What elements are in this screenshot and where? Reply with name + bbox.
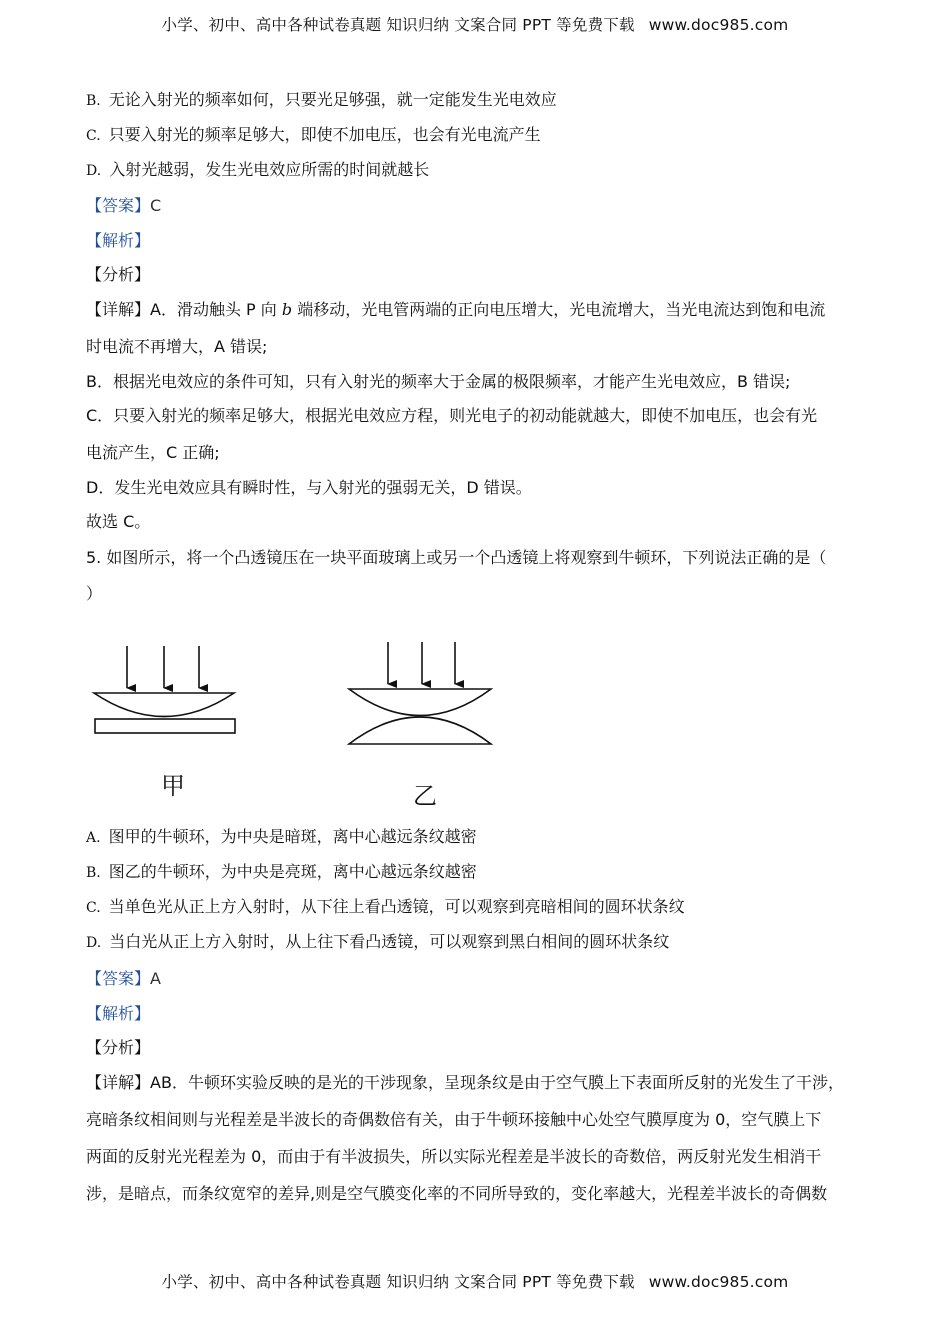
option-label: B. [86, 93, 101, 109]
q4-detail-c1: C．只要入射光的频率足够大，根据光电效应方程，则光电子的初动能就越大，即使不加电压，也会有光 [86, 406, 818, 425]
q4-option-d [86, 160, 429, 181]
q5-analysis-tag: 【解析】 [86, 1004, 151, 1023]
option-text: 图甲的牛顿环，为中央是暗斑，离中心越远条纹越密 [108, 827, 477, 846]
footer-title: 小学、初中、高中各种试卷真题 知识归纳 文案合同 PPT 等免费下载 [161, 1273, 635, 1291]
q4-detail-a1 [86, 300, 825, 320]
option-text: 只要入射光的频率足够大，即使不加电压，也会有光电流产生 [108, 125, 541, 144]
answer-tag: 【答案】 [86, 196, 151, 215]
detail-text: 端移动，光电管两端的正向电压增大，光电流增大，当光电流达到饱和电流 [292, 300, 826, 319]
q5-answer [86, 969, 161, 989]
option-text: 无论入射光的频率如何，只要光足够强，就一定能发生光电效应 [108, 90, 557, 109]
q4-detail-b: B．根据光电效应的条件可知，只有入射光的频率大于金属的极限频率，才能产生光电效应，B 错误; [86, 372, 791, 391]
option-label: D. [86, 935, 102, 951]
option-text: 当白光从正上方入射时，从上往下看凸透镜，可以观察到黑白相间的圆环状条纹 [109, 932, 670, 951]
figure-yi-lower-lens [349, 717, 491, 744]
detail-text: AB．牛顿环实验反映的是光的干涉现象，呈现条纹是由于空气膜上下表面所反射的光发生了干涉， [150, 1073, 844, 1092]
figure-jia-plate [95, 719, 235, 733]
header-title: 小学、初中、高中各种试卷真题 知识归纳 文案合同 PPT 等免费下载 [161, 16, 635, 34]
figure-drawing [86, 632, 506, 812]
answer-value: A [150, 969, 161, 988]
q4-answer [86, 196, 161, 216]
option-text: 当单色光从正上方入射时，从下往上看凸透镜，可以观察到亮暗相间的圆环状条纹 [108, 897, 685, 916]
q5-option-d [86, 932, 669, 953]
figure-jia-label: 甲 [161, 772, 185, 800]
newton-rings-figure [86, 632, 506, 816]
q5-option-b [86, 862, 477, 883]
detail-text: A．滑动触头 P 向 [150, 300, 282, 319]
option-text: 入射光越弱，发生光电效应所需的时间就越长 [109, 160, 430, 179]
q5-stem-line1: 5. 如图所示，将一个凸透镜压在一块平面玻璃上或另一个凸透镜上将观察到牛顿环，下列说法正确的是（ [86, 548, 827, 567]
footer-url[interactable]: www.doc985.com [648, 1273, 789, 1291]
option-text: 图乙的牛顿环，为中央是亮斑，离中心越远条纹越密 [108, 862, 477, 881]
detail-tag: 【详解】 [86, 300, 151, 319]
q5-option-c [86, 897, 685, 918]
q5-fenxi: 【分析】 [86, 1038, 151, 1057]
figure-jia-lens [94, 693, 234, 717]
q4-detail-c2: 电流产生，C 正确; [86, 443, 220, 462]
q5-detail-l3: 两面的反射光光程差为 0，而由于有半波损失，所以实际光程差是半波长的奇数倍，两反射光发生相消干 [86, 1147, 822, 1166]
q4-detail-a2: 时电流不再增大，A 错误; [86, 337, 268, 356]
detail-tag: 【详解】 [86, 1073, 151, 1092]
q5-detail-l1 [86, 1073, 844, 1093]
page-footer [0, 1270, 950, 1292]
q4-option-b [86, 90, 557, 111]
q4-analysis-tag: 【解析】 [86, 231, 151, 250]
option-label: B. [86, 865, 101, 881]
figure-jia-arrows [127, 646, 199, 688]
option-label: A. [86, 830, 101, 846]
option-label: C. [86, 128, 101, 144]
figure-yi-label: 乙 [413, 782, 437, 810]
option-label: C. [86, 900, 101, 916]
q5-option-a [86, 827, 477, 848]
q5-detail-l4: 涉，是暗点，而条纹宽窄的差异,则是空气膜变化率的不同所导致的，变化率越大，光程差半波长的奇偶数 [86, 1184, 828, 1203]
q5-detail-l2: 亮暗条纹相间则与光程差是半波长的奇偶数倍有关，由于牛顿环接触中心处空气膜厚度为 0，空气膜上下 [86, 1110, 822, 1129]
header-url[interactable]: www.doc985.com [648, 16, 789, 34]
detail-var-b: b [281, 300, 293, 319]
q4-fenxi: 【分析】 [86, 265, 151, 284]
q4-option-c [86, 125, 541, 146]
figure-yi-upper-lens [349, 689, 491, 716]
figure-yi-arrows [388, 642, 455, 684]
option-label: D. [86, 163, 102, 179]
page-header [0, 13, 950, 35]
answer-value: C [150, 196, 162, 215]
answer-tag: 【答案】 [86, 969, 151, 988]
q4-conclusion: 故选 C。 [86, 512, 151, 531]
q5-stem-line2: ） [86, 584, 103, 603]
q4-detail-d: D．发生光电效应具有瞬时性，与入射光的强弱无关，D 错误。 [86, 478, 532, 497]
